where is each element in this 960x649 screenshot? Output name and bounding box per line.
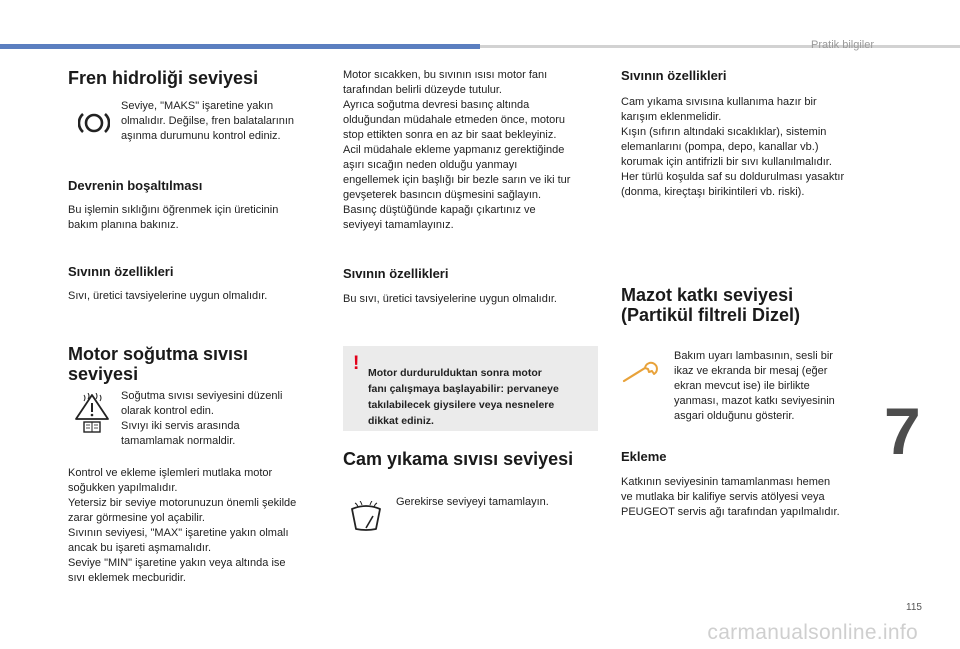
watermark: carmanualsonline.info: [707, 621, 918, 644]
fan-warning-text: Motor durdurulduktan sonra motor fanı çalışmaya başlayabilir: pervaneye takılabilecek giysilere veya nesnelere dikkat ediniz.: [368, 366, 559, 427]
warning-exclamation-icon: !: [353, 353, 360, 374]
fan-warning-box: [343, 346, 598, 431]
washer-fluid-title: Cam yıkama sıvısı seviyesi: [343, 449, 574, 469]
diesel-additive-text: Bakım uyarı lambasının, sesli bir ikaz ve ekranda bir mesaj (eğer ekran mevcut ise) ile birlikte yanması, mazot katkı seviyesinin asgari olduğunu gösterir.: [674, 350, 835, 422]
coolant-title-line2: seviyesi: [68, 364, 139, 384]
diesel-additive-title-line1: Mazot katkı seviyesi: [621, 285, 794, 305]
circuit-drain-text: Bu işlemin sıklığını öğrenmek için üreticinin bakım planına bakınız.: [68, 204, 279, 231]
fluid-spec-text-middle: Bu sıvı, üretici tavsiyelerine uygun olmalıdır.: [343, 293, 557, 305]
wrench-service-icon: [621, 361, 661, 385]
page-number: 115: [906, 602, 922, 613]
fluid-spec-text: Sıvı, üretici tavsiyelerine uygun olmalıdır.: [68, 290, 268, 302]
washer-spec-title: Sıvının özellikleri: [621, 68, 727, 83]
chapter-number: 7: [884, 394, 921, 468]
brake-fluid-text: Seviye, "MAKS" işaretine yakın olmalıdır. Değilse, fren balatalarının aşınma durumunu kontrol ediniz.: [121, 100, 295, 142]
coolant-intro-text: Soğutma sıvısı seviyesini düzenli olarak kontrol edin. Sıvıyı iki servis arasında tamamlamak normaldir.: [121, 390, 283, 447]
washer-fluid-text: Gerekirse seviyeyi tamamlayın.: [396, 496, 549, 508]
circuit-drain-title: Devrenin boşaltılması: [68, 178, 203, 193]
washer-spec-text: Cam yıkama sıvısına kullanıma hazır bir karışım eklenmelidir. Kışın (sıfırın altındaki sıcaklıklar), sistemin elemanlarını (pompa, depo, kanallar vb.) korumak için antifrizli bir sıvı kullanılmalıdır. Her türlü koşulda saf su doldurulması yasaktır (donma, kireçtaşı birikintileri vb. riski).: [621, 96, 845, 198]
top-up-title: Ekleme: [621, 449, 667, 464]
windscreen-washer-icon: [348, 501, 384, 533]
hot-coolant-warning-icon: [74, 393, 110, 433]
top-up-text: Katkının seviyesinin tamamlanması hemen ve mutlaka bir kalifiye servis atölyesi veya PEUGEOT servis ağı tarafından yapılmalıdır.: [621, 476, 840, 518]
brake-fluid-title: Fren hidroliği seviyesi: [68, 68, 259, 88]
header-accent-bar: [0, 44, 480, 49]
fluid-spec-title-middle: Sıvının özellikleri: [343, 266, 449, 281]
section-label: Pratik bilgiler: [811, 39, 874, 51]
brake-warning-icon: [78, 111, 110, 135]
fluid-spec-title: Sıvının özellikleri: [68, 264, 174, 279]
diesel-additive-title-line2: (Partikül filtreli Dizel): [621, 305, 801, 325]
coolant-title-line1: Motor soğutma sıvısı: [68, 344, 249, 364]
header-divider: [480, 45, 960, 48]
hot-engine-text: Motor sıcakken, bu sıvının ısısı motor fanı tarafından belirli düzeyde tutulur. Ayrıca soğutma devresi basınç altında olduğundan müdahale etmeden önce, motoru stop ettikten sonra en az bir saat bekleyiniz. Acil müdahale ekleme yapmanız gerektiğinde aşırı sıcağın neden olduğu yanmayı engellemek için başlığı bir bezle sarın ve iki tur gevşeterek basıncın düşmesini sağlayın. Basınç düştüğünde kapağı çıkartınız ve seviyeyi tamamlayınız.: [343, 69, 571, 231]
coolant-body-text: Kontrol ve ekleme işlemleri mutlaka motor soğukken yapılmalıdır. Yetersiz bir seviye motorunuzun önemli şekilde zarar görmesine yol açabilir. Sıvının seviyesi, "MAX" işaretine yakın olmalı ancak bu işareti aşmamalıdır. Seviye "MIN" işaretine yakın veya altında ise sıvı eklemek mecburidir.: [68, 467, 297, 584]
